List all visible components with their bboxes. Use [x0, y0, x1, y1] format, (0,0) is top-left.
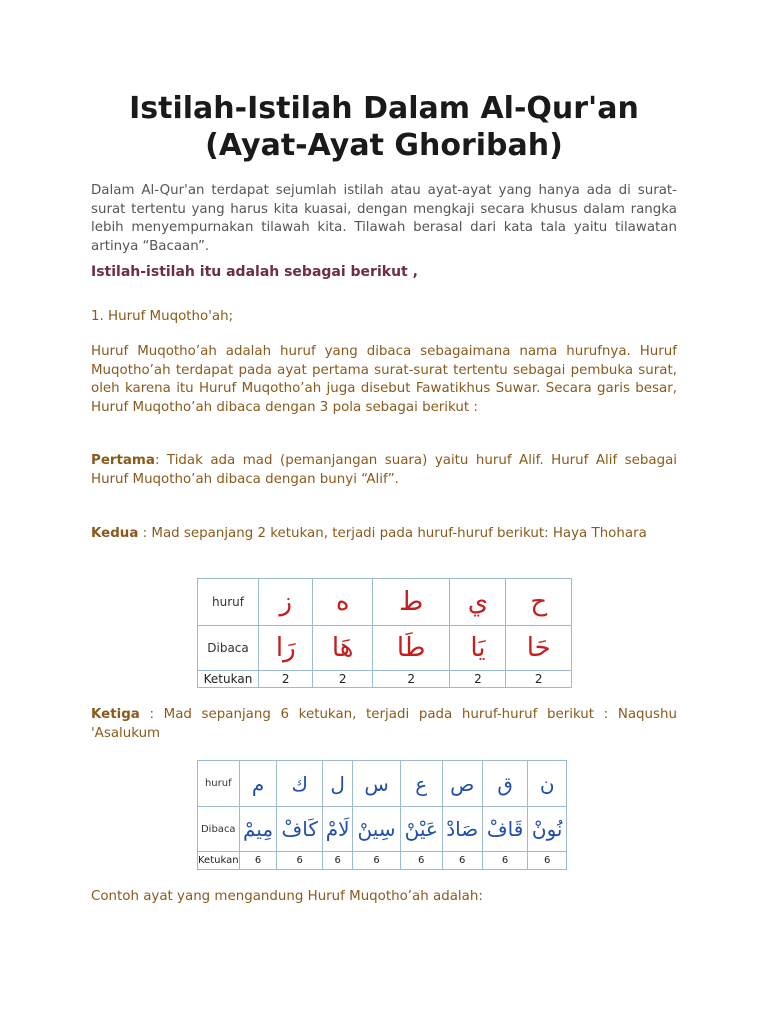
huruf-cell: ز [259, 579, 313, 626]
ketukan-cell: 6 [482, 852, 528, 870]
kedua-label: Kedua [91, 526, 139, 541]
huruf-cell: ح [506, 579, 572, 626]
row-label-huruf: huruf [198, 579, 259, 626]
table-row-dibaca [198, 807, 567, 852]
table-2-ketukan [197, 578, 572, 688]
row-label-ketukan: Ketukan [198, 852, 240, 870]
dibaca-cell: نُونْ [528, 807, 567, 852]
table-row-huruf [198, 761, 567, 807]
huruf-cell: م [239, 761, 277, 807]
ketukan-cell: 6 [239, 852, 277, 870]
contoh-paragraph: Contoh ayat yang mengandung Huruf Muqotho’ah adalah: [91, 889, 483, 904]
row-label-huruf: huruf [198, 761, 240, 807]
dibaca-cell: يَا [450, 626, 506, 671]
huruf-cell: ه [313, 579, 372, 626]
huruf-cell: ك [277, 761, 323, 807]
huruf-cell: ص [442, 761, 482, 807]
row-label-ketukan: Ketukan [198, 671, 259, 688]
dibaca-cell: صَادْ [442, 807, 482, 852]
row-label-dibaca: Dibaca [198, 626, 259, 671]
ketiga-label: Ketiga [91, 707, 140, 722]
pertama-text: : Tidak ada mad (pemanjangan suara) yaitu huruf Alif. Huruf Alif sebagai Huruf Muqotho’ah dibaca dengan bunyi “Alif”. [91, 453, 677, 487]
ketukan-cell: 6 [528, 852, 567, 870]
ketukan-cell: 2 [259, 671, 313, 688]
dibaca-cell: حَا [506, 626, 572, 671]
ketukan-cell: 2 [450, 671, 506, 688]
huruf-cell: ع [400, 761, 442, 807]
dibaca-cell: مِيمْ [239, 807, 277, 852]
section-1-heading: 1. Huruf Muqotho'ah; [91, 309, 234, 324]
dibaca-cell: قَافْ [482, 807, 528, 852]
huruf-cell: ن [528, 761, 567, 807]
ketukan-cell: 2 [506, 671, 572, 688]
huruf-cell: ط [372, 579, 450, 626]
ketiga-paragraph [91, 706, 677, 743]
dibaca-cell: هَا [313, 626, 372, 671]
ketukan-cell: 2 [372, 671, 450, 688]
subheading: Istilah-istilah itu adalah sebagai berikut , [91, 264, 418, 280]
kedua-text: : Mad sepanjang 2 ketukan, terjadi pada huruf-huruf berikut: Haya Thohara [138, 526, 647, 541]
table-row-ketukan [198, 852, 567, 870]
ketukan-cell: 2 [313, 671, 372, 688]
pertama-paragraph [91, 452, 677, 489]
dibaca-cell: كَافْ [277, 807, 323, 852]
dibaca-cell: رَا [259, 626, 313, 671]
dibaca-cell: لَامْ [323, 807, 353, 852]
dibaca-cell: طَا [372, 626, 450, 671]
ketukan-cell: 6 [353, 852, 401, 870]
huruf-cell: ق [482, 761, 528, 807]
table-row-ketukan [198, 671, 572, 688]
ketukan-cell: 6 [277, 852, 323, 870]
pertama-label: Pertama [91, 453, 155, 468]
huruf-cell: ل [323, 761, 353, 807]
intro-paragraph: Dalam Al-Qur'an terdapat sejumlah istilah atau ayat-ayat yang hanya ada di surat-surat tertentu yang harus kita kuasai, dengan mengkaji secara khusus dalam rangka lebih menyempurnakan tilawah kita. Tilawah berasal dari kata tala yaitu tilawatan artinya “Bacaan”. [91, 183, 677, 254]
table-6-ketukan [197, 760, 567, 870]
title-line-1: Istilah-Istilah Dalam Al-Qur'an [129, 91, 639, 126]
dibaca-cell: سِينْ [353, 807, 401, 852]
table-row-huruf [198, 579, 572, 626]
ketukan-cell: 6 [323, 852, 353, 870]
ketukan-cell: 6 [442, 852, 482, 870]
ketukan-cell: 6 [400, 852, 442, 870]
page-title [0, 90, 768, 164]
row-label-dibaca: Dibaca [198, 807, 240, 852]
table-row-dibaca [198, 626, 572, 671]
section-1-body: Huruf Muqotho’ah adalah huruf yang dibaca sebagaimana nama hurufnya. Huruf Muqotho’ah terdapat pada ayat pertama surat-surat tertentu sebagai pembuka surat, oleh karena itu Huruf Muqotho’ah juga disebut Fawatikhus Suwar. Secara garis besar, Huruf Muqotho’ah dibaca dengan 3 pola sebagai berikut : [91, 344, 677, 415]
huruf-cell: س [353, 761, 401, 807]
kedua-paragraph [91, 525, 677, 544]
huruf-cell: ي [450, 579, 506, 626]
ketiga-text: : Mad sepanjang 6 ketukan, terjadi pada huruf-huruf berikut : Naqushu 'Asalukum [91, 707, 677, 741]
title-line-2: (Ayat-Ayat Ghoribah) [205, 128, 563, 163]
dibaca-cell: عَيْنْ [400, 807, 442, 852]
